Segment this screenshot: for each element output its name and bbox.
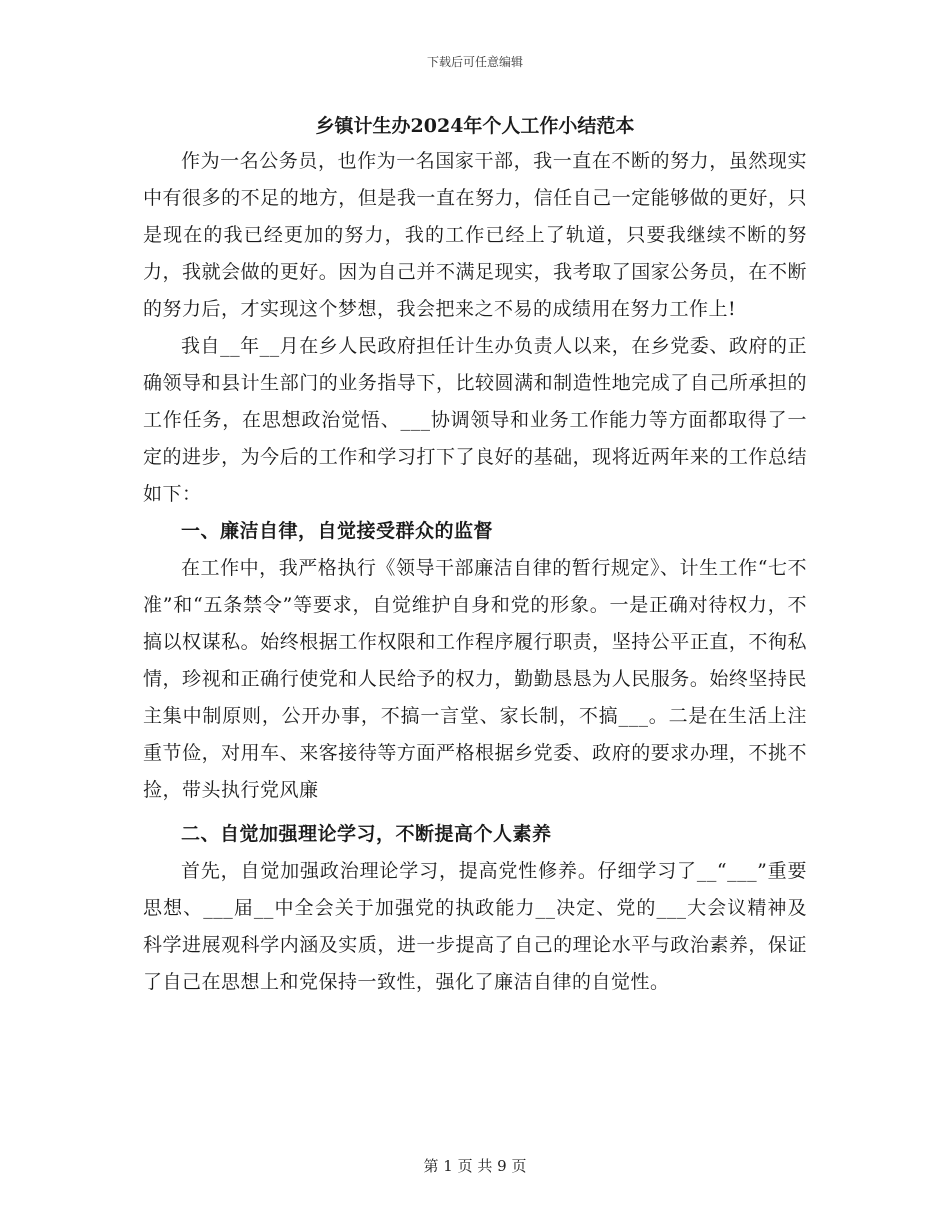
- document-body: [143, 112, 807, 1001]
- paragraph-summary: 我自__年__月在乡人民政府担任计生办负责人以来，在乡党委、政府的正确领导和县计生部门的业务指导下，比较圆满和制造性地完成了自己所承担的工作任务，在思想政治觉悟、___协调领导和业务工作能力等方面都取得了一定的进步，为今后的工作和学习打下了良好的基础，现将近两年来的工作总结如下：: [143, 335, 807, 505]
- paragraph-intro: 作为一名公务员，也作为一名国家干部，我一直在不断的努力，虽然现实中有很多的不足的地方，但是我一直在努力，信任自己一定能够做的更好，只是现在的我已经更加的努力，我的工作已经上了轨道，只要我继续不断的努力，我就会做的更好。因为自己并不满足现实，我考取了国家公务员，在不断的努力后，才实现这个梦想，我会把来之不易的成绩用在努力工作上!: [143, 150, 807, 320]
- section-heading-2: 二、自觉加强理论学习，不断提高个人素养: [181, 823, 552, 845]
- section-heading-1: 一、廉洁自律，自觉接受群众的监督: [181, 520, 494, 542]
- document-title: 乡镇计生办2024年个人工作小结范本: [315, 115, 635, 137]
- page-indicator: 第 1 页 共 9 页: [423, 1157, 527, 1175]
- paragraph-section-1: 在工作中，我严格执行《领导干部廉洁自律的暂行规定》、计生工作“七不准”和“五条禁令”等要求，自觉维护自身和党的形象。一是正确对待权力，不搞以权谋私。始终根据工作权限和工作程序履行职责，坚持公平正直，不徇私情，珍视和正确行使党和人民给予的权力，勤勤恳恳为人民服务。始终坚持民主集中制原则，公开办事，不搞一言堂、家长制，不搞___。二是在生活上注重节俭，对用车、来客接待等方面严格根据乡党委、政府的要求办理，不挑不捡，带头执行党风廉: [143, 557, 807, 801]
- paragraph-section-2: 首先，自觉加强政治理论学习，提高党性修养。仔细学习了__“___”重要思想、___届__中全会关于加强党的执政能力__决定、党的___大会议精神及科学进展观科学内涵及实质，进一步提高了自己的理论水平与政治素养，保证了自己在思想上和党保持一致性，强化了廉洁自律的自觉性。: [143, 860, 807, 993]
- header-note: 下载后可任意编辑: [426, 55, 523, 69]
